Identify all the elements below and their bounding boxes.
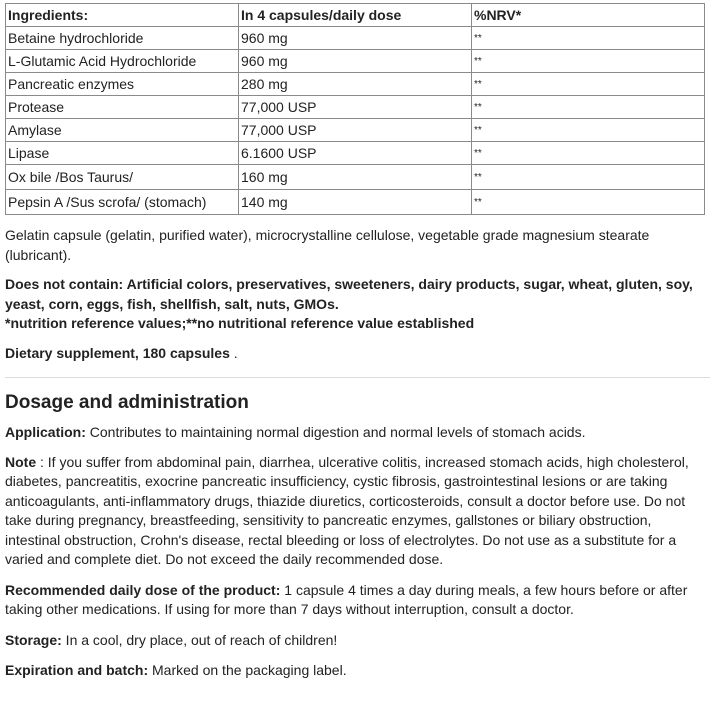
ingredient-amount: 140 mg	[239, 190, 472, 215]
reference-note: *nutrition reference values;**no nutritional reference value established	[5, 315, 475, 331]
table-row	[6, 165, 705, 190]
does-not-contain: Does not contain: Artificial colors, preservatives, sweeteners, dairy products, sugar, wheat, gluten, soy, yeast, corn, eggs, fish, shellfish, salt, nuts, GMOs.	[5, 276, 693, 312]
ingredient-nrv: **	[472, 119, 705, 142]
header-dose: In 4 capsules/daily dose	[239, 4, 472, 27]
ingredient-nrv: **	[472, 96, 705, 119]
note-text: : If you suffer from abdominal pain, diarrhea, ulcerative colitis, increased stomach acids, high cholesterol, diabetes, pancreatitis, exocrine pancreatic insufficiency, cystic fibrosis, gastrointestinal lesions or are taking anticoagulants, anti-inflammatory drugs, thiazide diuretics, corticosteroids, consult a doctor before use. Do not take during pregnancy, breastfeeding, sensitivity to pancreatic enzymes, gallstones or biliary obstruction, intestinal obstruction, Crohn's disease, rectal bleeding or loss of electrolytes. Do not use as a substitute for a varied and complete diet. Do not exceed the daily recommended dose.	[5, 453, 689, 567]
ingredient-name: Betaine hydrochloride	[6, 27, 239, 50]
ingredients-table	[5, 3, 705, 215]
header-nrv: %NRV*	[472, 4, 705, 27]
ingredient-amount: 280 mg	[239, 73, 472, 96]
dietary-supplement	[5, 344, 710, 364]
application-paragraph	[5, 423, 710, 443]
table-row	[6, 50, 705, 73]
expiration-label: Expiration and batch:	[5, 662, 149, 678]
ingredient-name: Ox bile /Bos Taurus/	[6, 165, 239, 190]
ingredient-nrv: **	[472, 142, 705, 165]
recommended-text: 1 capsule 4 times a day during meals, a few hours before or after taking other medications. If using for more than 7 days without interruption, consult a doctor.	[5, 581, 688, 617]
dietary-suffix: .	[229, 344, 238, 361]
other-ingredients: Gelatin capsule (gelatin, purified water), microcrystalline cellulose, vegetable grade magnesium stearate (lubricant).	[5, 227, 650, 263]
table-row	[6, 190, 705, 215]
dosage-heading: Dosage and administration	[5, 392, 249, 413]
expiration-paragraph	[5, 661, 710, 681]
section-divider	[5, 377, 710, 378]
ingredient-amount: 960 mg	[239, 50, 472, 73]
ingredient-amount: 77,000 USP	[239, 96, 472, 119]
ingredient-name: L-Glutamic Acid Hydrochloride	[6, 50, 239, 73]
application-label: Application:	[5, 424, 86, 440]
ingredient-amount: 160 mg	[239, 165, 472, 190]
storage-text: In a cool, dry place, out of reach of children!	[61, 631, 338, 648]
ingredient-nrv: **	[472, 50, 705, 73]
table-row	[6, 119, 705, 142]
recommended-label: Recommended daily dose of the product:	[5, 581, 281, 598]
table-row	[6, 142, 705, 165]
ingredient-amount: 77,000 USP	[239, 119, 472, 142]
ingredient-nrv: **	[472, 165, 705, 190]
table-row	[6, 73, 705, 96]
dietary-label: Dietary supplement, 180 capsules	[5, 344, 230, 361]
header-ingredients: Ingredients:	[6, 4, 239, 27]
table-row	[6, 96, 705, 119]
ingredient-name: Pancreatic enzymes	[6, 73, 239, 96]
ingredient-amount: 960 mg	[239, 27, 472, 50]
ingredient-nrv: **	[472, 190, 705, 215]
expiration-text: Marked on the packaging label.	[148, 662, 347, 678]
recommended-dose-paragraph	[5, 581, 710, 620]
storage-label: Storage:	[5, 631, 62, 648]
storage-paragraph	[5, 631, 710, 651]
application-text: Contributes to maintaining normal digestion and normal levels of stomach acids.	[85, 424, 586, 440]
table-row	[6, 27, 705, 50]
ingredient-nrv: **	[472, 73, 705, 96]
table-header-row	[6, 4, 705, 27]
ingredient-name: Amylase	[6, 119, 239, 142]
ingredient-name: Lipase	[6, 142, 239, 165]
ingredient-amount: 6.1600 USP	[239, 142, 472, 165]
note-label: Note	[5, 453, 37, 470]
note-paragraph	[5, 453, 710, 570]
ingredient-name: Protease	[6, 96, 239, 119]
ingredient-name: Pepsin A /Sus scrofa/ (stomach)	[6, 190, 239, 215]
ingredient-nrv: **	[472, 27, 705, 50]
